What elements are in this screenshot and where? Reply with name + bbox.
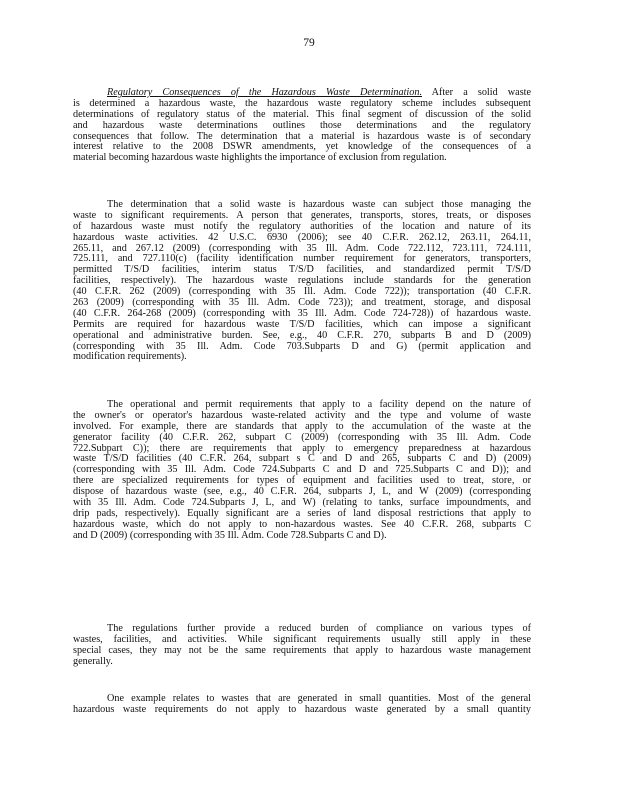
paragraph-line: the owner's or operator's hazardous waste-related activity and the type and volume of waste	[73, 409, 531, 421]
paragraph-small-quantities	[73, 694, 531, 716]
paragraph-line: One example relates to wastes that are generated in small quantities. Most of the general	[107, 693, 531, 704]
paragraph-line: generally.	[73, 655, 113, 667]
paragraph-regulatory-consequences	[73, 88, 531, 164]
paragraph-line: with 35 Ill. Adm. Code 724.Subparts J, L, and W) (relating to tanks, surface impoundments, and	[73, 497, 531, 509]
paragraph-line: 265.11, and 267.12 (2009) (corresponding with 35 Ill. Adm. Code 722.112, 723.111, 724.111,	[73, 242, 531, 254]
paragraph-line: (corresponding with 35 Ill. Adm. Code 703.Subparts D and G) (permit application and	[73, 340, 531, 352]
paragraph-line: modification requirements).	[73, 351, 187, 363]
paragraph-line: (corresponding with 35 Ill. Adm. Code 724.Subparts C and D and 725.Subparts C and D)); and	[73, 464, 531, 476]
paragraph-line: wastes, facilities, and activities. While significant requirements usually still apply in these	[73, 633, 531, 645]
paragraph-operational-requirements	[73, 400, 531, 542]
paragraph-line: there are specialized requirements for types of equipment and facilities used to treat, store, or	[73, 475, 531, 487]
paragraph-line: The operational and permit requirements that apply to a facility depend on the nature of	[107, 399, 531, 410]
paragraph-line: and D (2009) (corresponding with 35 Ill. Adm. Code 728.Subparts C and D).	[73, 529, 387, 541]
paragraph-line: permitted T/S/D facilities, interim status T/S/D facilities, and standardized permit T/S/D	[73, 264, 531, 276]
paragraph-line: waste T/S/D facilities (40 C.F.R. 264, subpart s C and D and 265, subparts C and D) (2009)	[73, 453, 531, 465]
paragraph-line: facilities, respectively). The hazardous waste regulations include standards for the generation	[73, 275, 531, 287]
section-heading: Regulatory Consequences of the Hazardous Waste Determination.	[107, 87, 422, 98]
paragraph-line: generator facility (40 C.F.R. 262, subpart C (2009) (corresponding with 35 Ill. Adm. Code	[73, 431, 531, 443]
line-text: After a solid waste	[431, 87, 532, 98]
paragraph-line: hazardous waste requirements do not apply to hazardous waste generated by a small quantity	[73, 703, 531, 715]
paragraph-line: hazardous waste activities. 42 U.S.C. 6930 (2006); see 40 C.F.R. 262.12, 263.11, 264.11,	[73, 231, 531, 243]
paragraph-line: of hazardous waste must notify the regulatory authorities of the location and nature of its	[73, 220, 531, 232]
paragraph-determination	[73, 200, 531, 363]
paragraph-line: The determination that a solid waste is hazardous waste can subject those managing the	[107, 199, 531, 210]
paragraph-line: interest relative to the 2008 DSWR amendments, yet knowledge of the consequences of a	[73, 141, 531, 153]
paragraph-line: consequences that follow. The determination that a material is hazardous waste is of secondary	[73, 130, 531, 142]
paragraph-line: The regulations further provide a reduced burden of compliance on various types of	[107, 623, 531, 634]
paragraph-line: is determined a hazardous waste, the hazardous waste regulatory scheme includes subsequent	[73, 97, 531, 109]
paragraph-line: and hazardous waste determinations outlines those determinations and the regulatory	[73, 119, 531, 131]
paragraph-line: operational and administrative burden. See, e.g., 40 C.F.R. 270, subparts B and D (2009)	[73, 329, 531, 341]
page-number: 79	[303, 37, 315, 49]
paragraph-line: involved. For example, there are standards that apply to the accumulation of the waste at the	[73, 420, 531, 432]
paragraph-line: dispose of hazardous waste (see, e.g., 40 C.F.R. 264, subparts J, L, and W (2009) (corresponding	[73, 486, 531, 498]
paragraph-line: waste to significant requirements. A person that generates, transports, stores, treats, or disposes	[73, 209, 531, 221]
paragraph-line: material becoming hazardous waste highlights the importance of exclusion from regulation.	[73, 152, 447, 164]
paragraph-line: determinations of regulatory status of the material. This final segment of discussion of the solid	[73, 108, 531, 120]
paragraph-line: 725.111, and 727.110(c) (facility identification number requirement for generators, transporters,	[73, 253, 531, 265]
paragraph-line: (40 C.F.R. 262 (2009) (corresponding with 35 Ill. Adm. Code 722)); transportation (40 C.F.R.	[73, 286, 531, 298]
paragraph-line: drip pads, respectively). Equally significant are a series of land disposal restrictions that apply to	[73, 507, 531, 519]
paragraph-line: Permits are required for hazardous waste T/S/D facilities, which can impose a significant	[73, 318, 531, 330]
paragraph-line: hazardous waste, which do not apply to non-hazardous wastes. See 40 C.F.R. 268, subparts C	[73, 518, 531, 530]
paragraph-line: (40 C.F.R. 264-268 (2009) (corresponding with 35 Ill. Adm. Code 724-728)) of hazardous waste.	[73, 307, 531, 319]
paragraph-line: 263 (2009) (corresponding with 35 Ill. Adm. Code 723)); and treatment, storage, and disposal	[73, 297, 531, 309]
paragraph-line: special cases, they may not be the same requirements that apply to hazardous waste management	[73, 644, 531, 656]
paragraph-reduced-burden	[73, 624, 531, 668]
paragraph-line: 722.Subpart C)); there are requirements that apply to emergency preparedness at hazardous	[73, 442, 531, 454]
